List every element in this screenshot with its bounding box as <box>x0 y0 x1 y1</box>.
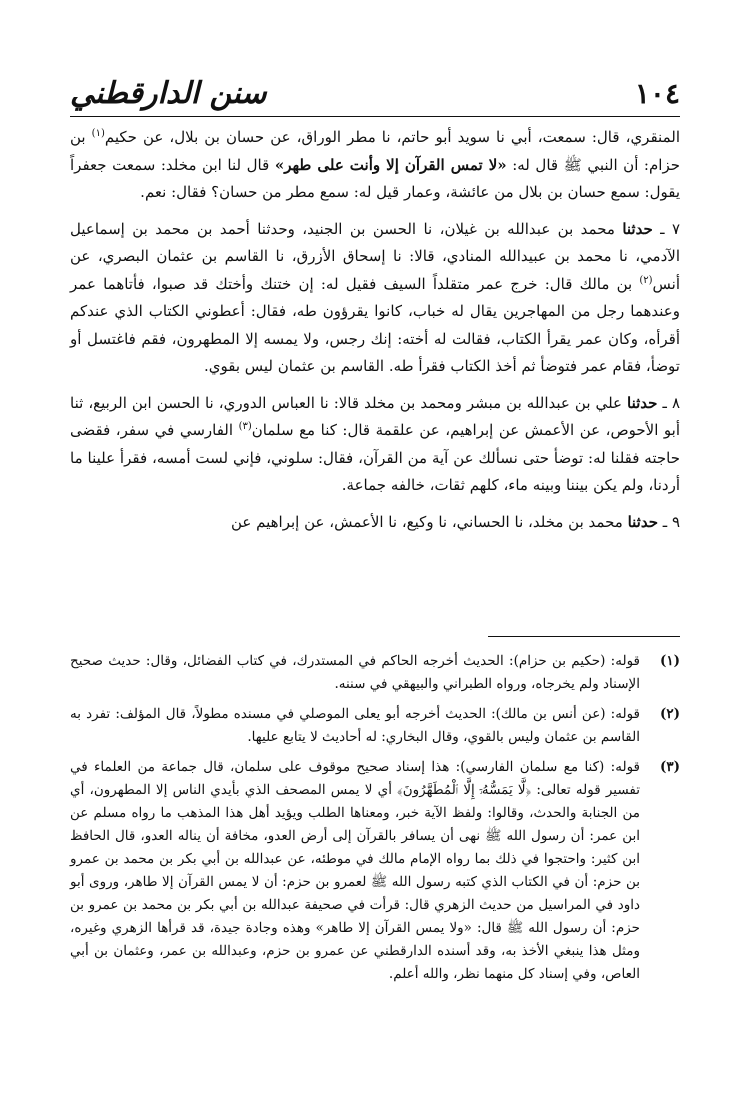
footnote-text: قوله: (حكيم بن حزام): الحديث أخرجه الحاكم في المستدرك، في كتاب الفضائل، وقال: حديث صحيح الإسناد ولم يخرجاه، ورواه الطبراني والبيهقي في سننه. <box>70 653 640 692</box>
hadith-9 <box>70 509 680 537</box>
footnote-3 <box>70 756 680 986</box>
footnote-ref-2[interactable]: (٢) <box>639 274 653 286</box>
footnote-ref-3[interactable]: (٣) <box>238 421 252 432</box>
footnote-number: (٢) <box>659 706 680 722</box>
footnote-2 <box>70 703 680 749</box>
hadith-8 <box>70 390 680 500</box>
page-header <box>70 70 680 116</box>
hadith-lead: حدثنا <box>622 219 653 238</box>
footnote-number: (٣) <box>659 759 680 775</box>
text-segment: قال لنا ابن مخلد: سمعت جعفراً يقول: سمع حسان بن بلال من عائشة، وعمار قيل له: سمع مطر من حسان؟ فقال: نعم. <box>70 155 680 201</box>
text-segment: محمد بن عبدالله بن غيلان، نا الحسن بن الجنيد، وحدثنا أحمد بن محمد بن إسماعيل الآدمي، نا محمد بن عبيدالله المنادي، قالا: نا إسحاق الأزرق، نا القاسم بن عثمان البصري، عن أنس <box>70 219 680 293</box>
hadith-number: ٧ ـ <box>652 219 680 238</box>
hadith-number: ٩ ـ <box>658 512 680 531</box>
hadith-lead: حدثنا <box>627 512 658 531</box>
main-text <box>70 124 680 545</box>
page-number: ١٠٤ <box>634 76 680 110</box>
footnote-text: قوله: (كنا مع سلمان الفارسي): هذا إسناد صحيح موقوف على سلمان، قال جماعة من العلماء في تفسير قوله تعالى: ﴿لَّا يَمَسُّهُۥٓ إِلَّا ٱلْمُطَهَّرُونَ﴾ أي لا يمس المصحف الذي بأيدي الناس إلا المطهرون، أي من الجنابة والحدث، وقالوا: ولفظ الآية خبر، ومعناها الطلب ويؤيد أهل هذا المذهب ما رواه مسلم عن ابن عمر: أن رسول الله ﷺ نهى أن يسافر بالقرآن إلى أرض العدو، مخافة أن يناله العدو، قال الحافظ ابن كثير: واحتجوا في ذلك بما رواه الإمام مالك في موطئه، عن عبدالله بن أبي بكر بن محمد بن عمرو بن حزم: أن في الكتاب الذي كتبه رسول الله ﷺ لعمرو بن حزم: أن لا يمس القرآن إلا طاهر، وروى أبو داود في المراسيل من حديث الزهري قال: قرأت في صحيفة عبدالله بن أبي بكر بن محمد بن عمرو بن حزم: أن رسول الله ﷺ قال: «ولا يمس القرآن إلا طاهر» وهذه وجادة جيدة، قد قرأها الزهري وغيره، ومثل هذا ينبغي الأخذ به، وقد أسنده الدارقطني عن عمرو بن حزم، وعبدالله بن عمر، وعثمان بن أبي العاص، وفي إسناد كل منهما نظر، والله أعلم. <box>70 759 640 982</box>
hadith-lead: حدثنا <box>627 393 658 412</box>
hadith-7 <box>70 216 680 381</box>
header-rule <box>70 116 680 117</box>
text-segment: بن مالك قال: خرج عمر متقلداً السيف فقيل له: إن ختنك وأختك قد صبوا، فأتاهما عمر وعندهما رجل من المهاجرين يقال له خباب، كانوا يقرؤون طه، فقال: أعطوني الكتاب الذي عندكم أقرأه، وكان عمر يقرأ الكتاب، فقالت له أخته: إنك رجس، ولا يمسه إلا المطهرون، فقم فاغتسل أو توضأ، فقام عمر فتوضأ ثم أخذ الكتاب فقرأ طه. القاسم بن عثمان ليس بقوي. <box>70 274 680 375</box>
paragraph-continuation <box>70 124 680 207</box>
text-segment: بن حزام: أن النبي ﷺ قال له: <box>70 128 680 174</box>
text-segment: محمد بن مخلد، نا الحساني، نا وكيع، نا الأعمش، عن إبراهيم عن <box>230 512 628 531</box>
footnotes <box>70 650 680 993</box>
footnote-1 <box>70 650 680 696</box>
footnote-text: قوله: (عن أنس بن مالك): الحديث أخرجه أبو يعلى الموصلي في مسنده مطولاً، قال المؤلف: تفرد به القاسم بن عثمان وليس بالقوي، وقال البخاري: له أحاديث لا يتابع عليها. <box>70 706 640 745</box>
footnote-number: (١) <box>659 653 680 669</box>
hadith-quote: «لا تمس القرآن إلا وأنت على طهر» <box>274 155 507 174</box>
hadith-number: ٨ ـ <box>657 393 680 412</box>
footnote-ref-1[interactable]: (١) <box>91 128 105 139</box>
book-title: سنن الدارقطني <box>70 75 267 111</box>
footnote-rule <box>488 636 680 637</box>
text-segment: المنقري، قال: سمعت، أبي نا سويد أبو حاتم، نا مطر الوراق، عن حسان بن بلال، عن حكيم <box>104 128 680 146</box>
text-segment: علي بن عبدالله بن مبشر ومحمد بن مخلد قالا: نا العباس الدوري، نا الحسن ابن الربيع، ثنا أبو الأحوص، عن الأعمش عن إبراهيم، عن علقمة قال: كنا مع سلمان <box>70 393 680 439</box>
text-segment: الفارسي في سفر، فقضى حاجته فقلنا له: توضأ حتى نسألك عن آية من القرآن، فقال: سلوني، فإني لست أمسه، فقرأ علينا ما أردنا، ولم يكن بيننا وبينه ماء، كلهم ثقات، خالفه جماعة. <box>70 421 680 494</box>
